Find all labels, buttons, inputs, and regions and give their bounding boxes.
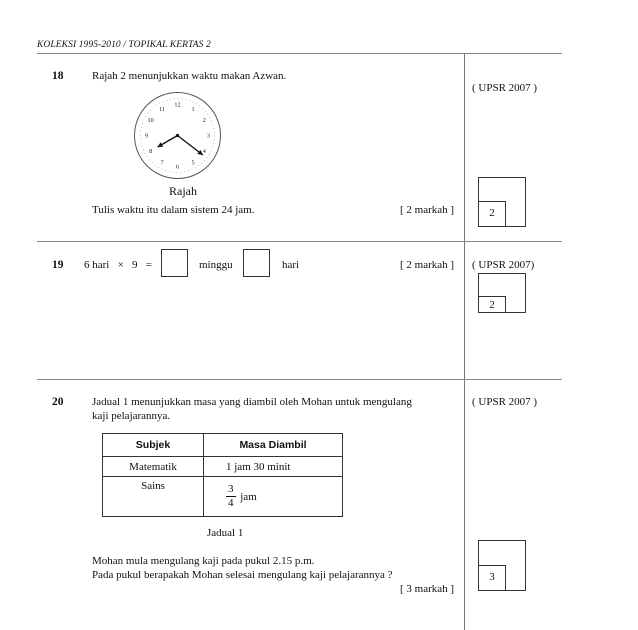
page-header: KOLEKSI 1995-2010 / TOPIKAL KERTAS 2 [37, 40, 211, 50]
q19-answer-box-days[interactable] [243, 249, 270, 277]
q20-source: ( UPSR 2007 ) [472, 396, 538, 408]
table-cell-subject: Sains [103, 477, 204, 517]
table-cell-time-fraction [204, 477, 343, 517]
q18-source: ( UPSR 2007 ) [472, 82, 538, 94]
q18-marks: [ 2 markah ] [400, 204, 455, 216]
clock-numeral: 10 [147, 117, 154, 125]
clock-numeral: 4 [202, 148, 206, 156]
table-row [103, 477, 343, 517]
table-header-time: Masa Diambil [204, 434, 343, 457]
jadual-1-table [102, 433, 343, 517]
fraction-numerator: 3 [228, 483, 234, 495]
q19-divider [37, 379, 562, 380]
q20-line1: Mohan mula mengulang kaji pada pukul 2.15 p.m. [92, 555, 315, 567]
table-header-row [103, 434, 343, 457]
q20-line2: Pada pukul berapakah Mohan selesai mengulang kaji pelajarannya ? [92, 569, 393, 581]
q18-box-marks: 2 [489, 207, 495, 219]
fraction-denominator: 4 [228, 497, 234, 509]
clock-numeral: 9 [144, 132, 149, 140]
clock-center [176, 134, 179, 137]
q20-question-line2: kaji pelajarannya. [92, 410, 171, 422]
q19-expression: 6 hari × 9 = [84, 259, 153, 271]
header-divider [37, 53, 562, 54]
clock-numeral: 5 [191, 159, 195, 167]
table-header-subject: Subjek [103, 434, 204, 457]
q19-box-marks: 2 [489, 299, 495, 311]
clock-numeral: 6 [175, 163, 180, 171]
q19-marks: [ 2 markah ] [400, 259, 455, 271]
q19-source: ( UPSR 2007) [472, 259, 535, 271]
clock-numeral: 3 [206, 132, 211, 140]
clock-numeral: 8 [149, 148, 153, 156]
q19-unit-days: hari [282, 259, 300, 271]
q18-divider [37, 241, 562, 242]
q20-box-marks: 3 [489, 571, 495, 583]
q20-marks: [ 3 markah ] [400, 583, 455, 595]
clock-figure [130, 88, 225, 183]
clock-numeral: 12 [174, 101, 181, 109]
q18-instruction: Tulis waktu itu dalam sistem 24 jam. [92, 204, 255, 216]
clock-numeral: 7 [160, 159, 164, 167]
fraction [226, 483, 236, 510]
margin-divider [464, 53, 465, 630]
fraction-unit: jam [240, 490, 257, 503]
table-cell-subject: Matematik [103, 457, 204, 477]
clock-numeral: 11 [159, 105, 165, 113]
q20-number: 20 [52, 396, 64, 408]
q18-figure-caption: Rajah [169, 184, 197, 198]
q18-question: Rajah 2 menunjukkan waktu makan Azwan. [92, 70, 287, 82]
q19-answer-box-weeks[interactable] [161, 249, 188, 277]
table-cell-time: 1 jam 30 minit [204, 457, 343, 477]
q20-question-line1: Jadual 1 menunjukkan masa yang diambil oleh Mohan untuk mengulang [92, 396, 412, 408]
q20-table-caption: Jadual 1 [207, 527, 244, 539]
q19-unit-weeks: minggu [199, 259, 233, 271]
clock-numeral: 2 [202, 117, 206, 125]
q18-number: 18 [52, 70, 64, 82]
q19-number: 19 [52, 259, 64, 271]
table-row [103, 457, 343, 477]
clock-numeral: 1 [191, 105, 195, 113]
